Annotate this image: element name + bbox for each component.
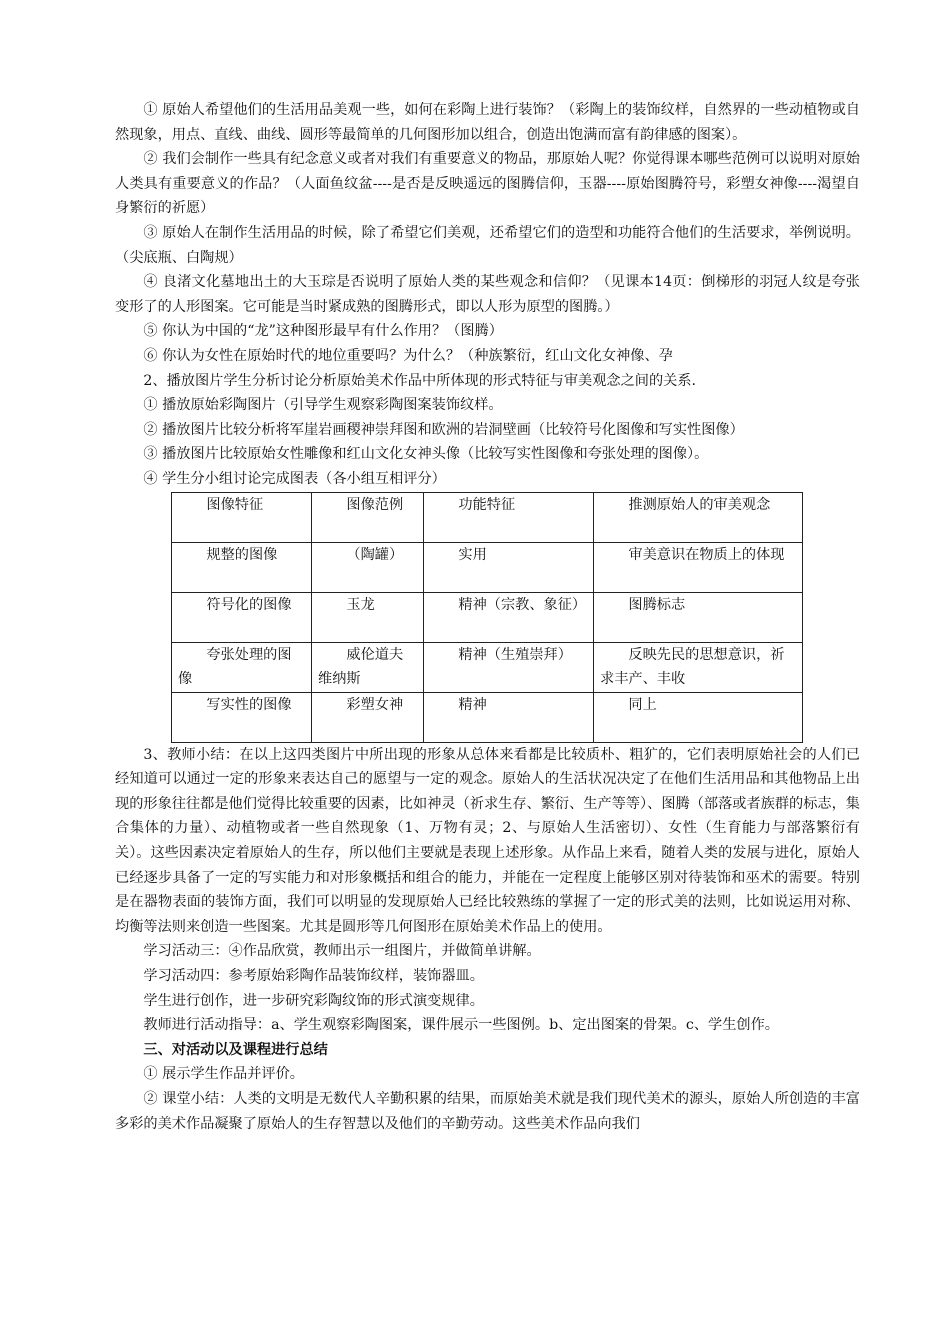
paragraph: 2、播放图片学生分析讨论分析原始美术作品中所体现的形式特征与审美观念之间的关系.	[143, 372, 697, 389]
table-cell: 同上	[594, 692, 803, 742]
table-header-cell: 推测原始人的审美观念	[594, 492, 803, 542]
table-row	[172, 642, 803, 692]
table-cell: 精神（生殖崇拜）	[424, 642, 594, 692]
paragraph: ③ 原始人在制作生活用品的时候，除了希望它们美观，还希望它们的造型和功能符合他们的生活要求，举例说明。（尖底瓶、白陶规）	[115, 224, 860, 266]
paragraph: ② 我们会制作一些具有纪念意义或者对我们有重要意义的物品，那原始人呢？你觉得课本哪些范例可以说明对原始人类具有重要意义的作品？（人面鱼纹盆----是否是反映遥远的图腾信仰，玉器----原始图腾符号，彩塑女神像----渴望自身繁衍的祈愿）	[115, 151, 860, 217]
paragraph: 3、教师小结：在以上这四类图片中所出现的形象从总体来看都是比较质朴、粗犷的，它们表明原始社会的人们已经知道可以通过一定的形象来表达自己的愿望与一定的观念。原始人的生活状况决定了在他们生活用品和其他物品上出现的形象往往都是他们觉得比较重要的因素，比如神灵（祈求生存、繁衍、生产等等）、图腾（部落或者族群的标志，集合集体的力量）、动植物或者一些自然现象（1、万物有灵；2、与原始人生活密切）、女性（生育能力与部落繁衍有关）。这些因素决定着原始人的生存，所以他们主要就是表现上述形象。从作品上来看，随着人类的发展与进化，原始人已经逐步具备了一定的写实能力和对形象概括和组合的能力，并能在一定程度上能够区别对待装饰和巫术的需要。特别是在器物表面的装饰方面，我们可以明显的发现原始人已经比较熟练的掌握了一定的形式美的法则，比如说运用对称、均衡等法则来创造一些图案。尤其是圆形等几何图形在原始美术作品上的使用。	[115, 746, 860, 935]
table-header-cell: 图像特征	[172, 492, 312, 542]
table-row	[172, 592, 803, 642]
paragraph: ④ 良渚文化墓地出土的大玉琮是否说明了原始人类的某些观念和信仰？（见课本14页：倒梯形的羽冠人纹是夸张变形了的人形图案。它可能是当时紧成熟的图腾形式，即以人形为原型的图腾。）	[115, 274, 860, 315]
paragraph: ⑤ 你认为中国的“龙”这种图形最早有什么作用？（图腾）	[143, 323, 503, 340]
paragraph: ① 播放原始彩陶图片（引导学生观察彩陶图案装饰纹样。	[143, 397, 503, 414]
table-row	[172, 542, 803, 592]
table-header-cell: 功能特征	[424, 492, 594, 542]
table-cell: 夸张处理的图像	[172, 642, 312, 692]
paragraph: 学习活动四：参考原始彩陶作品装饰纹样，装饰器皿。	[143, 968, 484, 985]
paragraph: 学习活动三：④作品欣赏，教师出示一组图片，并做简单讲解。	[143, 943, 541, 960]
paragraph: ③ 播放图片比较原始女性雕像和红山文化女神头像（比较写实性图像和夸张处理的图像）。	[143, 446, 709, 463]
paragraph: 学生进行创作，进一步研究彩陶纹饰的形式演变规律。	[143, 992, 484, 1009]
paragraph: ① 原始人希望他们的生活用品美观一些，如何在彩陶上进行装饰？（彩陶上的装饰纹样，自然界的一些动植物或自然现象，用点、直线、曲线、圆形等最简单的几何图形加以组合，创造出饱满而富有韵律感的图案）。	[115, 102, 860, 143]
paragraph: ① 展示学生作品并评价。	[143, 1066, 304, 1083]
table-cell: 彩塑女神	[312, 692, 424, 742]
table-row	[172, 692, 803, 742]
paragraph: ② 播放图片比较分析将军崖岩画稷神崇拜图和欧洲的岩洞壁画（比较符号化图像和写实性图像）	[143, 421, 744, 438]
paragraph: 教师进行活动指导：a、学生观察彩陶图案，课件展示一些图例。b、定出图案的骨架。c、学生创作。	[143, 1017, 779, 1034]
table-header-cell: 图像范例	[312, 492, 424, 542]
table-cell: 规整的图像	[172, 542, 312, 592]
section-heading: 三、对活动以及课程进行总结	[143, 1041, 328, 1058]
table-cell: 威伦道夫维纳斯	[312, 642, 424, 692]
paragraph: ④ 学生分小组讨论完成图表（各小组互相评分）	[143, 470, 446, 487]
table-cell: 精神	[424, 692, 594, 742]
table-header-row	[172, 492, 803, 542]
document-page	[115, 98, 860, 1136]
table-cell: 符号化的图像	[172, 592, 312, 642]
table-cell: 图腾标志	[594, 592, 803, 642]
table-cell: 精神（宗教、象征）	[424, 592, 594, 642]
table-cell: 玉龙	[312, 592, 424, 642]
table-cell: 审美意识在物质上的体现	[594, 542, 803, 592]
paragraph: ② 课堂小结：人类的文明是无数代人辛勤积累的结果，而原始美术就是我们现代美术的源头，原始人所创造的丰富多彩的美术作品凝聚了原始人的生存智慧以及他们的辛勤劳动。这些美术作品向我们	[115, 1091, 860, 1132]
analysis-table	[171, 492, 803, 743]
paragraph: ⑥ 你认为女性在原始时代的地位重要吗？为什么？（种族繁衍，红山文化女神像、孕	[143, 347, 673, 364]
table-cell: （陶罐）	[312, 542, 424, 592]
table-cell: 写实性的图像	[172, 692, 312, 742]
table-cell: 反映先民的思想意识，祈求丰产、丰收	[594, 642, 803, 692]
table-cell: 实用	[424, 542, 594, 592]
